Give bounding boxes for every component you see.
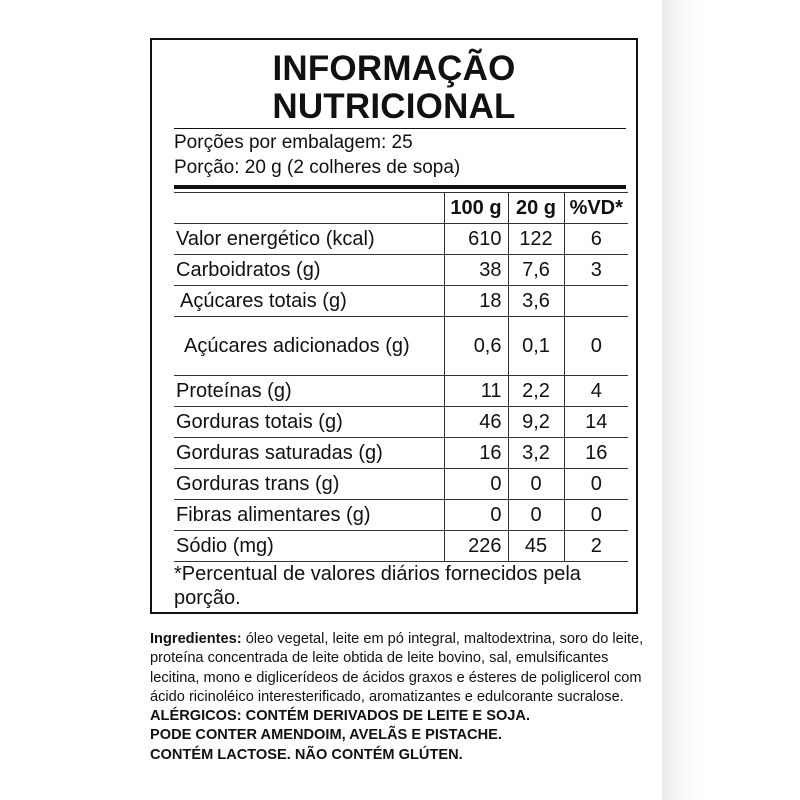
row-name: Gorduras trans (g) xyxy=(174,469,444,500)
portion-size: Porção: 20 g (2 colheres de sopa) xyxy=(174,157,461,178)
row-vd: 14 xyxy=(564,407,628,438)
row-name: Gorduras totais (g) xyxy=(174,407,444,438)
row-20g: 0 xyxy=(508,469,564,500)
title-line-1: INFORMAÇÃO xyxy=(272,49,516,88)
nutrition-facts-panel xyxy=(150,38,638,614)
allergen-line: ALÉRGICOS: CONTÉM DERIVADOS DE LEITE E SOJA. xyxy=(150,708,531,725)
ingredients-label: Ingredientes: xyxy=(150,631,242,647)
row-vd: 3 xyxy=(564,255,628,286)
row-100g: 11 xyxy=(444,376,508,407)
table-row xyxy=(174,286,628,317)
servings-per-package: Porções por embalagem: 25 xyxy=(174,132,413,153)
table-row xyxy=(174,438,628,469)
row-100g: 0 xyxy=(444,500,508,531)
row-vd: 16 xyxy=(564,438,628,469)
table-row xyxy=(174,407,628,438)
thick-divider xyxy=(174,185,626,189)
row-name: Proteínas (g) xyxy=(174,376,444,407)
row-name: Açúcares adicionados (g) xyxy=(174,317,444,376)
row-100g: 0 xyxy=(444,469,508,500)
row-name: Carboidratos (g) xyxy=(174,255,444,286)
table-row xyxy=(174,255,628,286)
row-100g: 46 xyxy=(444,407,508,438)
row-vd: 0 xyxy=(564,317,628,376)
row-name: Sódio (mg) xyxy=(174,531,444,562)
row-name: Açúcares totais (g) xyxy=(174,286,444,317)
header-20g: 20 g xyxy=(508,193,564,224)
row-100g: 610 xyxy=(444,224,508,255)
table-header-row xyxy=(174,193,628,224)
header-blank xyxy=(174,193,444,224)
table-row xyxy=(174,376,628,407)
row-name: Valor energético (kcal) xyxy=(174,224,444,255)
table-row xyxy=(174,531,628,562)
table-row xyxy=(174,500,628,531)
table-row xyxy=(174,469,628,500)
panel-title xyxy=(152,50,636,126)
table-row xyxy=(174,317,628,376)
row-20g: 7,6 xyxy=(508,255,564,286)
nutrition-table xyxy=(174,192,628,562)
row-20g: 3,2 xyxy=(508,438,564,469)
row-20g: 9,2 xyxy=(508,407,564,438)
ingredients-text: óleo vegetal, leite em pó integral, maltodextrina, soro do leite, proteína concentrada de leite obtida de leite bovino, sal, emulsificantes lecitina, mono e diglicerídeos de ácidos graxos e ésteres de poliglicerol com ácido ricinoléico interesterificado, aromatizantes e edulcorante sucralose. xyxy=(150,631,644,705)
background-shade xyxy=(662,0,800,800)
row-name: Gorduras saturadas (g) xyxy=(174,438,444,469)
row-20g: 2,2 xyxy=(508,376,564,407)
row-vd: 2 xyxy=(564,531,628,562)
row-vd: 4 xyxy=(564,376,628,407)
row-20g: 45 xyxy=(508,531,564,562)
footnote: *Percentual de valores diários fornecidos pela porção. xyxy=(174,563,581,609)
title-line-2: NUTRICIONAL xyxy=(272,87,516,126)
row-100g: 226 xyxy=(444,531,508,562)
header-100g: 100 g xyxy=(444,193,508,224)
row-100g: 38 xyxy=(444,255,508,286)
row-100g: 0,6 xyxy=(444,317,508,376)
row-vd: 0 xyxy=(564,500,628,531)
title-divider xyxy=(174,128,626,129)
row-20g: 3,6 xyxy=(508,286,564,317)
allergen-line: PODE CONTER AMENDOIM, AVELÃS E PISTACHE. xyxy=(150,727,502,744)
row-20g: 0,1 xyxy=(508,317,564,376)
row-name: Fibras alimentares (g) xyxy=(174,500,444,531)
row-100g: 18 xyxy=(444,286,508,317)
row-vd: 6 xyxy=(564,224,628,255)
row-100g: 16 xyxy=(444,438,508,469)
row-20g: 0 xyxy=(508,500,564,531)
row-vd xyxy=(564,286,628,317)
allergen-line: CONTÉM LACTOSE. NÃO CONTÉM GLÚTEN. xyxy=(150,746,463,763)
ingredients-block xyxy=(150,630,650,765)
table-row xyxy=(174,224,628,255)
header-vd: %VD* xyxy=(564,193,628,224)
row-vd: 0 xyxy=(564,469,628,500)
row-20g: 122 xyxy=(508,224,564,255)
